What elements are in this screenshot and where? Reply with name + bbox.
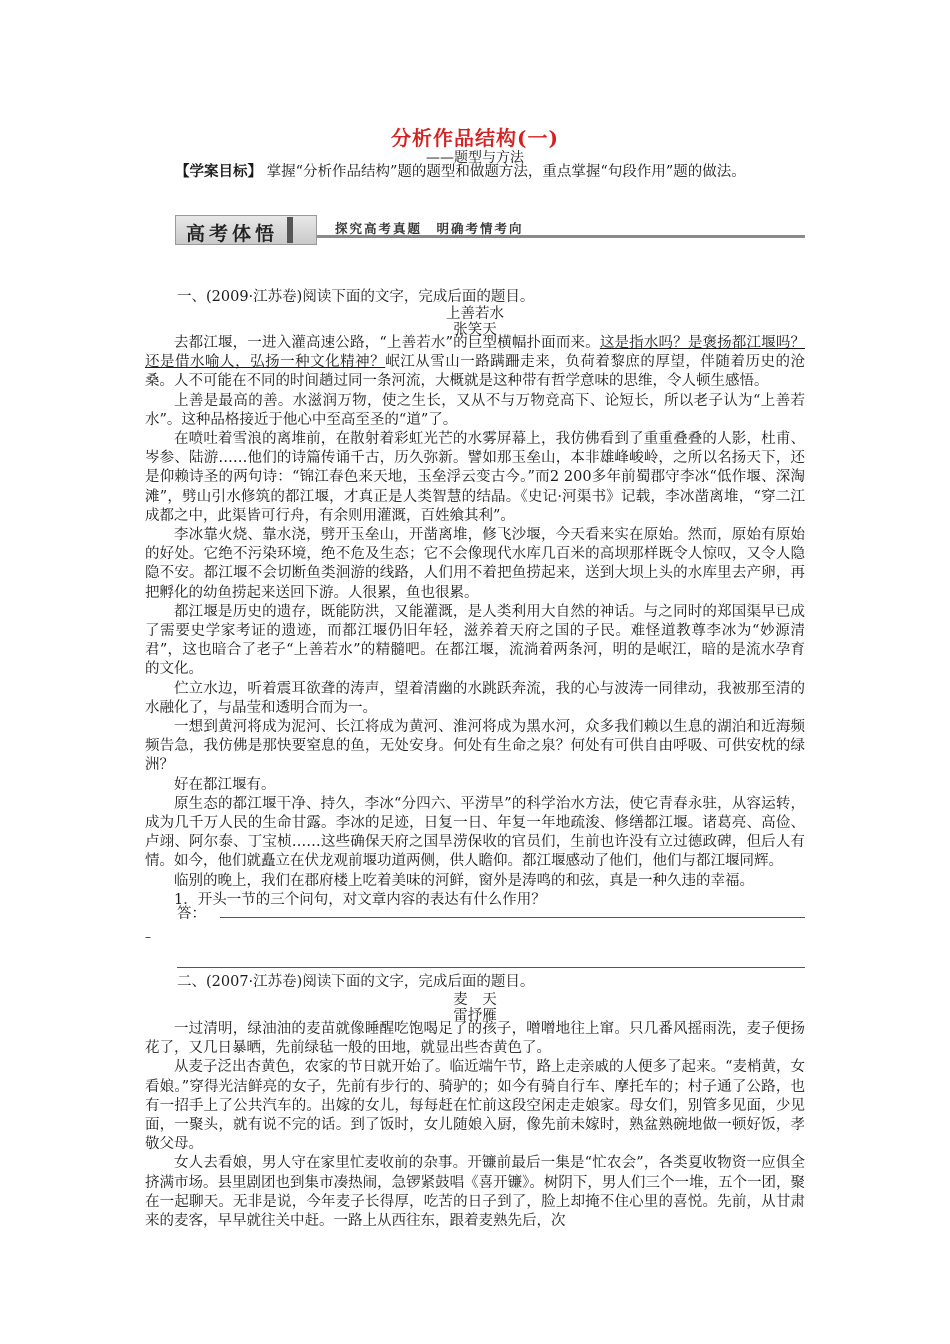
essay-one-body bbox=[145, 334, 805, 910]
paragraph: 一想到黄河将成为泥河、长江将成为黄河、淮河将成为黑水河，众多我们赖以生息的湖泊和近海频频告急，我仿佛是那快要窒息的鱼，无处安身。何处有生命之泉？何处有可供自由呼吸、可供安枕的绿洲？ bbox=[145, 719, 805, 774]
paragraph: 上善是最高的善。水滋润万物，使之生长，又从不与万物竞高下、论短长，所以老子认为“上善若水”。这种品格接近于他心中至高至圣的“道”了。 bbox=[145, 392, 805, 428]
paragraph: 好在都江堰有。 bbox=[174, 776, 276, 793]
paragraph: 女人去看娘，男人守在家里忙麦收前的杂事。开镰前最后一集是“忙农会”，各类夏收物资一应俱全挤满市场。县里剧团也到集市凑热闹，急锣紧鼓唱《喜开镰》。树阴下，男人们三个一堆，五个一团，聚在一起聊天。无非是说，今年麦子长得厚，吃苦的日子到了，脸上却掩不住心里的喜悦。先前，从甘肃来的麦客，早早就往关中赶。一路上从西往东，跟着麦熟先后，次 bbox=[145, 1155, 805, 1230]
underlined-questions: 这是指水吗？是褒扬都江堰吗？还是借水喻人，弘扬一种文化精神？ bbox=[145, 335, 805, 371]
paragraph: 临别的晚上，我们在郡府楼上吃着美味的河鲜，窗外是涛鸣的和弦，真是一种久违的幸福。 bbox=[174, 872, 754, 889]
section-banner bbox=[175, 215, 805, 245]
essay-two-title: 麦 天 bbox=[453, 992, 497, 1008]
paragraph: 一过清明，绿油油的麦苗就像睡醒吃饱喝足了的孩子，噌噌地往上窜。只几番风摇雨洗，麦子便扬花了，又几日暴晒，先前绿毡一般的田地，就显出些杏黄色了。 bbox=[145, 1021, 805, 1057]
paragraph: 都江堰是历史的遗存，既能防洪，又能灌溉，是人类利用大自然的神话。与之同时的郑国渠早已成了需要史学家考证的遗迹，而都江堰仍旧年轻，滋养着天府之国的子民。难怪道教尊李冰为“妙源清君”，这也暗合了老子“上善若水”的精髓吧。在都江堰，流淌着两条河，明的是岷江，暗的是流水孕育的文化。 bbox=[145, 603, 805, 678]
paragraph bbox=[145, 334, 805, 392]
stray-dash: – bbox=[145, 930, 151, 944]
page-subtitle: ——题型与方法 bbox=[426, 150, 524, 166]
goal-label: 【学案目标】 bbox=[175, 163, 262, 180]
paragraph: 从麦子泛出杏黄色，农家的节日就开始了。临近端午节，路上走亲戚的人便多了起来。“麦梢黄，女看娘。”穿得光洁鲜亮的女子，先前有步行的、骑驴的；如今有骑自行车、摩托车的；村子通了公路，也有一招手上了公共汽车的。出嫁的女儿，每每赶在忙前这段空闲走走娘家。母女们，别管多见面，少见面，一聚头，就有说不完的话。到了饭时，女儿随娘入厨，像先前未嫁时，熟盆熟碗地做一顿好饭，孝敬父母。 bbox=[145, 1059, 805, 1153]
banner-bar bbox=[287, 217, 293, 243]
page-title: 分析作品结构(一) bbox=[391, 126, 559, 150]
paragraph-text: 岷江从雪山一路蹒跚走来，负荷着黎庶的厚望，伴随着历史的沧桑。人不可能在不同的时间趟过同一条河流，大概就是这种带有哲学意味的思维，令人顿生感悟。 bbox=[145, 354, 805, 390]
essay-one-author: 张笑天 bbox=[453, 322, 497, 338]
question-prompt: 1．开头一节的三个问句，对文章内容的表达有什么作用？ bbox=[174, 891, 546, 908]
essay-two-body bbox=[145, 1020, 805, 1231]
question-two-intro: 二、(2007·江苏卷)阅读下面的文字，完成后面的题目。 bbox=[177, 974, 535, 990]
answer-label: 答： bbox=[177, 906, 206, 922]
goal-text: 掌握“分析作品结构”题的题型和做题方法，重点掌握“句段作用”题的做法。 bbox=[266, 164, 746, 180]
paragraph: 原生态的都江堰干净、持久，李冰“分四六、平涝旱”的科学治水方法，使它青春永驻，从容运转，成为几千万人民的生命甘露。李冰的足迹，日复一日、年复一年地疏浚、修缮都江堰。诸葛亮、高俭、卢翊、阿尔泰、丁宝桢……这些确保天府之国旱涝保收的官员们，生前也许没有立过德政碑，但后人有情。如今，他们就矗立在伏龙观前堰功道两侧，供人瞻仰。都江堰感动了他们，他们与都江堰同辉。 bbox=[145, 795, 805, 870]
learning-goal bbox=[145, 162, 805, 182]
banner-tagline: 探究高考真题 明确考情考向 bbox=[335, 221, 524, 236]
paragraph: 李冰靠火烧、靠水浇，劈开玉垒山，开凿离堆，修飞沙堰，今天看来实在原始。然而，原始有原始的好处。它绝不污染环境，绝不危及生态；它不会像现代水库几百米的高坝那样既令人惊叹，又令人隐隐不安。都江堰不会切断鱼类洄游的线路，人们用不着把鱼捞起来，送到大坝上头的水库里去产卵，再把孵化的幼鱼捞起来送回下游。人很累，鱼也很累。 bbox=[145, 527, 805, 601]
answer-line-two[interactable] bbox=[177, 967, 805, 968]
banner-label: 高考体悟 bbox=[186, 223, 279, 245]
essay-two-author: 雷抒雁 bbox=[453, 1008, 497, 1024]
paragraph-text: 去都江堰，一进入灌高速公路，“上善若水”的巨型横幅扑面而来。 bbox=[174, 335, 600, 351]
essay-one-title: 上善若水 bbox=[446, 306, 504, 322]
paragraph: 在喷吐着雪浪的离堆前，在散射着彩虹光芒的水雾屏幕上，我仿佛看到了重重叠叠的人影，杜甫、岑参、陆游……他们的诗篇传诵千古，历久弥新。譬如那玉垒山，本非雄峰峻岭，之所以名扬天下，还是仰赖诗圣的两句诗：“锦江春色来天地，玉垒浮云变古今。”而2 200多年前蜀郡守李冰“低作堰、深淘滩”，劈山引水修筑的都江堰，才真正是人类智慧的结晶。《史记·河渠书》记载，李冰凿离堆，“穿二江成都之中，此渠皆可行舟，有余则用灌溉，百姓飨其利”。 bbox=[145, 431, 805, 524]
banner-box bbox=[175, 215, 317, 245]
answer-line[interactable] bbox=[220, 917, 805, 918]
question-one-intro: 一、(2009·江苏卷)阅读下面的文字，完成后面的题目。 bbox=[177, 289, 535, 305]
paragraph: 伫立水边，听着震耳欲聋的涛声，望着清幽的水跳跃奔流，我的心与波涛一同律动，我被那至清的水融化了，与晶莹和透明合而为一。 bbox=[145, 680, 805, 716]
